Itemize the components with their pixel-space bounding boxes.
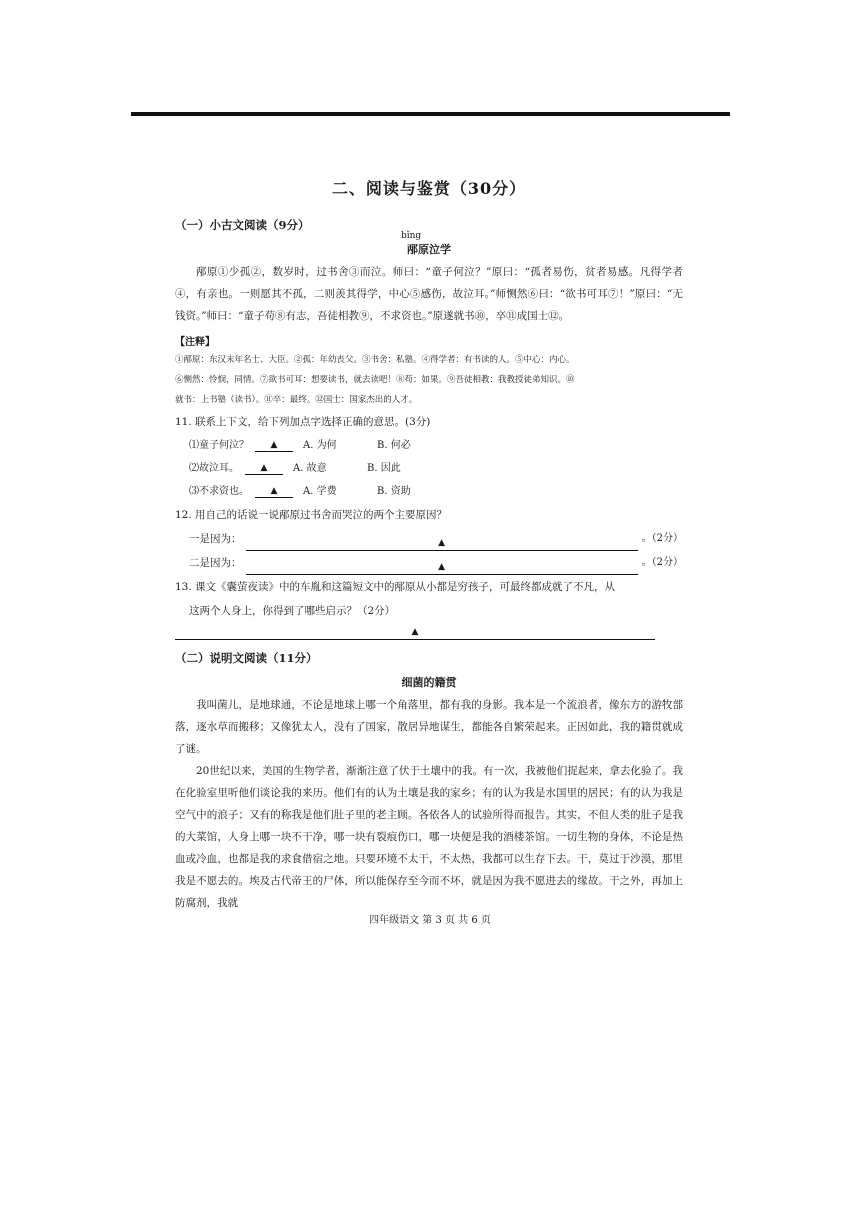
- answer-line[interactable]: ▲: [246, 560, 638, 575]
- q11-item: [175, 434, 683, 457]
- passage2-title: 细菌的籍贯: [401, 676, 457, 689]
- classical-passage: 邴原①少孤②，数岁时，过书舍③而泣。师曰：“童子何泣？”原曰：“孤者易伤，贫者易感。凡得学者④，有亲也。一则愿其不孤，二则羡其得学，中心⑤感伤，故泣耳。”师恻然⑥曰：“欲书可耳⑦！”原曰：“无钱资。”师曰：“童子苟⑧有志，吾徒相教⑨，不求资也。”原遂就书⑩，卒⑪成国士⑫。: [175, 266, 683, 322]
- answer-line[interactable]: ▲: [246, 536, 638, 551]
- option-b: B. 因此: [367, 463, 401, 474]
- q11-item-text: ⑶不求资也。: [189, 486, 249, 497]
- top-rule: [131, 112, 730, 116]
- page-footer: 四年级语文 第 3 页 共 6 页: [369, 915, 491, 926]
- q12-line-label: 一是因为：: [189, 533, 242, 545]
- q11-item: [175, 457, 683, 480]
- part2-heading: （二）说明文阅读（11分）: [175, 651, 318, 665]
- q11-item-text: ⑴童子何泣？: [189, 440, 249, 451]
- section-title: 二、阅读与鉴赏（30分）: [331, 179, 527, 198]
- expository-paragraph: 我叫菌儿，是地球通，不论是地球上哪一个角落里，都有我的身影。我本是一个流浪者，像东方的游牧部落，逐水草而搬移；又像犹太人，没有了国家，散居异地谋生，都能各自繁荣起来。正因如此，我的籍贯就成了谜。: [175, 699, 683, 755]
- option-b: B. 何必: [377, 440, 411, 451]
- option-a: A. 故意: [293, 463, 327, 474]
- passage-title: [175, 231, 683, 257]
- answer-blank[interactable]: ▲: [255, 439, 293, 452]
- notes-heading: 【注释】: [175, 337, 215, 348]
- pinyin-annotation: bǐng: [401, 231, 422, 241]
- question-13: 13. 课文《囊萤夜读》中的车胤和这篇短文中的邴原从小都是穷孩子，可最终都成就了不凡，从: [175, 581, 616, 593]
- option-a: A. 学费: [303, 486, 337, 497]
- score-label: 。（2分）: [641, 533, 683, 544]
- question-13-cont: 这两个人身上，你得到了哪些启示？（2分）: [189, 605, 396, 617]
- note-line: 就书：上书塾（读书）。⑪卒：最终。⑫国士：国家杰出的人才。: [175, 395, 418, 405]
- passage-title-text: 邴原泣学: [407, 243, 451, 256]
- expository-paragraph: 20世纪以来，美国的生物学者，渐渐注意了伏于土壤中的我。有一次，我被他们捉起来，拿去化验了。我在化验室里听他们谈论我的来历。他们有的认为土壤是我的家乡；有的认为我是水国里的居民；有的认为我是空气中的浪子；又有的称我是他们肚子里的老主顾。各依各人的试验所得而报告。其实，不但人类的肚子是我的大菜馆，人身上哪一块不干净，哪一块有裂痕伤口，哪一块便是我的酒楼茶馆。一切生物的身体，不论是热血或冷血，也都是我的求食借宿之地。只要环境不太干，不太热，我都可以生存下去。干，莫过于沙漠，那里我是不愿去的。埃及古代帝王的尸体，所以能保存至今而不坏，就是因为我不愿进去的缘故。干之外，再加上防腐剂，我就: [175, 765, 683, 909]
- q11-item-text: ⑵故泣耳。: [189, 463, 239, 474]
- question-11: 11. 联系上下文，给下列加点字选择正确的意思。(3分): [175, 416, 431, 428]
- exam-page: [175, 170, 683, 914]
- question-12: 12. 用自己的话说一说邴原过书舍而哭泣的两个主要原因？: [175, 509, 448, 521]
- q12-line-label: 二是因为：: [189, 557, 242, 569]
- answer-blank[interactable]: ▲: [255, 485, 293, 498]
- part1-heading: （一）小古文阅读（9分）: [175, 218, 310, 232]
- q12-line-1: [175, 527, 683, 551]
- q12-line-2: [175, 551, 683, 575]
- q11-item: [175, 480, 683, 503]
- answer-blank[interactable]: ▲: [245, 462, 283, 475]
- note-line: ⑥恻然：怜悯，同情。⑦欲书可耳：想要读书，就去读吧！⑧苟：如果。⑨吾徒相教：我教授徒弟知识。⑩: [175, 375, 575, 385]
- option-b: B. 资助: [377, 486, 411, 497]
- option-a: A. 为何: [303, 440, 337, 451]
- answer-line[interactable]: ▲: [175, 625, 655, 640]
- score-label: 。（2分）: [641, 557, 683, 568]
- note-line: ①邴原：东汉末年名士、大臣。②孤：年幼丧父。③书舍：私塾。④得学者：有书读的人。⑤中心：内心。: [175, 355, 575, 365]
